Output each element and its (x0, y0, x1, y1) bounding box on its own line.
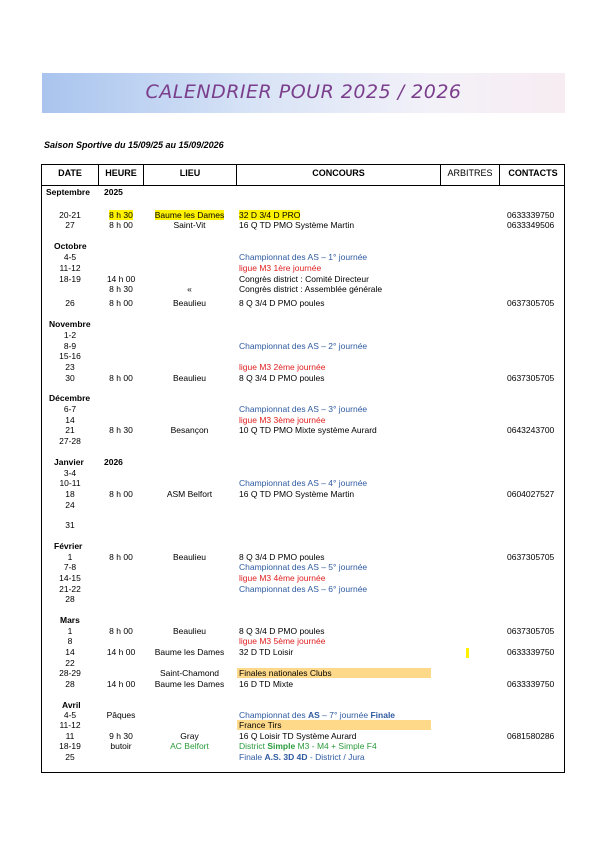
row-date: 10-11 (59, 478, 81, 488)
row-lieu: AC Belfort (170, 741, 209, 751)
row-heure: butoir (110, 741, 132, 751)
row-date: 4-5 (63, 252, 77, 262)
row-date: 25 (65, 752, 75, 762)
row-contact: 0637305705 (507, 552, 555, 562)
row-heure: 8 h 00 (109, 373, 133, 383)
row-concours: 16 Q TD PMO Système Martin (239, 489, 355, 499)
month-septembre: Septembre (46, 187, 90, 197)
title-banner (42, 73, 565, 113)
row-concours: France Tirs (239, 720, 282, 730)
row-date: 14-15 (59, 573, 81, 583)
row-contact: 0633339750 (507, 210, 555, 220)
row-heure: 8 h 30 (109, 284, 133, 294)
row-contact: 0681580286 (507, 731, 555, 741)
row-date: 21-22 (59, 584, 81, 594)
header-heure: HEURE (105, 168, 137, 178)
row-date: 14 (65, 647, 75, 657)
calendar-table (41, 164, 565, 773)
month-avril: Avril (62, 700, 81, 710)
month-novembre: Novembre (49, 319, 91, 329)
row-lieu: Besançon (170, 425, 209, 435)
row-contact: 0637305705 (507, 626, 555, 636)
row-lieu: Saint-Chamond (159, 668, 220, 678)
row-date: 27 (65, 220, 75, 230)
row-concours: ligue M3 2ème journée (239, 362, 326, 372)
row-concours-as7: Championnat des AS – 7° journée Finale (239, 710, 396, 720)
row-heure: 8 h 00 (109, 220, 133, 230)
row-date: 20-21 (59, 210, 81, 220)
row-date: 28 (65, 679, 75, 689)
row-date: 11-12 (59, 720, 81, 730)
year-2025: 2025 (104, 187, 123, 197)
row-date: 30 (65, 373, 75, 383)
row-heure: 8 h 00 (109, 626, 133, 636)
row-heure: 8 h 30 (109, 425, 133, 435)
row-heure: 8 h 30 (109, 210, 133, 220)
row-lieu: Saint-Vit (173, 220, 206, 230)
row-concours: Championnat des AS – 4° journée (239, 478, 368, 488)
row-concours: Finales nationales Clubs (239, 668, 332, 678)
row-concours: 16 D TD Mixte (239, 679, 294, 689)
row-lieu: Beaulieu (172, 626, 207, 636)
row-date: 7-8 (63, 562, 77, 572)
row-contact: 0633339750 (507, 647, 555, 657)
row-heure: 14 h 00 (106, 647, 136, 657)
row-date: 28 (65, 594, 75, 604)
row-concours: Championnat des AS – 3° journée (239, 404, 368, 414)
row-date: 27-28 (59, 436, 81, 446)
row-contact: 0637305705 (507, 373, 555, 383)
row-concours-district: District Simple M3 - M4 + Simple F4 (239, 741, 377, 751)
header-date: DATE (58, 168, 82, 178)
row-lieu: « (187, 284, 192, 294)
row-date: 18-19 (59, 274, 81, 284)
row-date: 1-2 (63, 330, 77, 340)
header-contacts: CONTACTS (508, 168, 558, 178)
row-date: 1 (67, 552, 73, 562)
row-heure: 14 h 00 (106, 679, 136, 689)
row-concours: Congrès district : Assemblée générale (239, 284, 383, 294)
row-contact: 0633339750 (507, 679, 555, 689)
row-concours: ligue M3 3ème journée (239, 415, 326, 425)
month-janvier: Janvier (54, 457, 84, 467)
row-date: 18 (65, 489, 75, 499)
row-concours: 8 Q 3/4 D PMO poules (239, 373, 325, 383)
year-2026: 2026 (104, 457, 123, 467)
row-date: 8 (67, 636, 73, 646)
row-heure: 9 h 30 (109, 731, 133, 741)
row-date: 8-9 (63, 341, 77, 351)
row-lieu: ASM Belfort (166, 489, 213, 499)
row-date: 1 (67, 626, 73, 636)
row-concours: Championnat des AS – 5° journée (239, 562, 368, 572)
row-contact: 0633349506 (507, 220, 555, 230)
row-concours: 16 Q Loisir TD Système Aurard (239, 731, 357, 741)
row-date: 6-7 (63, 404, 77, 414)
row-concours: ligue M3 4ème journée (239, 573, 326, 583)
header-concours: CONCOURS (312, 168, 365, 178)
month-octobre: Octobre (54, 241, 87, 251)
row-concours: Congrès district : Comité Directeur (239, 274, 369, 284)
row-date: 23 (65, 362, 75, 372)
header-arbitres: ARBITRES (447, 168, 493, 178)
month-fevrier: Février (54, 541, 83, 551)
row-concours: 10 Q TD PMO Mixte système Aurard (239, 425, 377, 435)
season-label: Saison Sportive du 15/09/25 au 15/09/2026 (44, 140, 224, 150)
row-date: 22 (65, 658, 75, 668)
row-date: 28-29 (59, 668, 81, 678)
row-date: 18-19 (59, 741, 81, 751)
yellow-marker (466, 648, 469, 658)
row-contact: 0637305705 (507, 298, 555, 308)
month-mars: Mars (60, 615, 80, 625)
month-decembre: Décembre (49, 393, 91, 403)
row-date: 24 (65, 500, 75, 510)
row-concours: 32 D 3/4 D PRO (239, 210, 301, 220)
row-concours: 8 Q 3/4 D PMO poules (239, 626, 325, 636)
row-concours-finale: Finale A.S. 3D 4D - District / Jura (239, 752, 365, 762)
row-concours: 32 D TD Loisir (239, 647, 294, 657)
row-concours: ligue M3 1ère journée (239, 263, 322, 273)
row-lieu: Beaulieu (172, 298, 207, 308)
row-date: 14 (65, 415, 75, 425)
row-date: 31 (65, 520, 75, 530)
row-contact: 0643243700 (507, 425, 555, 435)
row-date: 11 (65, 731, 75, 741)
row-concours: Championnat des AS – 2° journée (239, 341, 368, 351)
row-concours: Championnat des AS – 1° journée (239, 252, 368, 262)
row-lieu: Baume les Dames (154, 647, 225, 657)
row-heure: 8 h 00 (109, 552, 133, 562)
row-heure: 8 h 00 (109, 489, 133, 499)
row-date: 15-16 (59, 351, 81, 361)
row-date: 11-12 (59, 263, 81, 273)
row-date: 4-5 (63, 710, 77, 720)
row-concours: ligue M3 5ème journée (239, 636, 326, 646)
row-heure: Pâques (106, 710, 136, 720)
page-title: CALENDRIER POUR 2025 / 2026 (145, 81, 462, 103)
row-concours: 8 Q 3/4 D PMO poules (239, 298, 325, 308)
row-lieu: Beaulieu (172, 552, 207, 562)
row-heure: 8 h 00 (109, 298, 133, 308)
row-concours: 16 Q TD PMO Système Martin (239, 220, 355, 230)
row-concours: Championnat des AS – 6° journée (239, 584, 368, 594)
row-lieu: Baume les Dames (154, 210, 225, 220)
row-contact: 0604027527 (507, 489, 555, 499)
header-lieu: LIEU (179, 168, 201, 178)
row-date: 21 (65, 425, 75, 435)
row-lieu: Beaulieu (172, 373, 207, 383)
table-header (42, 165, 564, 186)
row-concours: 8 Q 3/4 D PMO poules (239, 552, 325, 562)
row-heure: 14 h 00 (106, 274, 136, 284)
row-date: 26 (65, 298, 75, 308)
row-lieu: Gray (180, 731, 199, 741)
row-lieu: Baume les Dames (154, 679, 225, 689)
row-date: 3-4 (63, 468, 77, 478)
